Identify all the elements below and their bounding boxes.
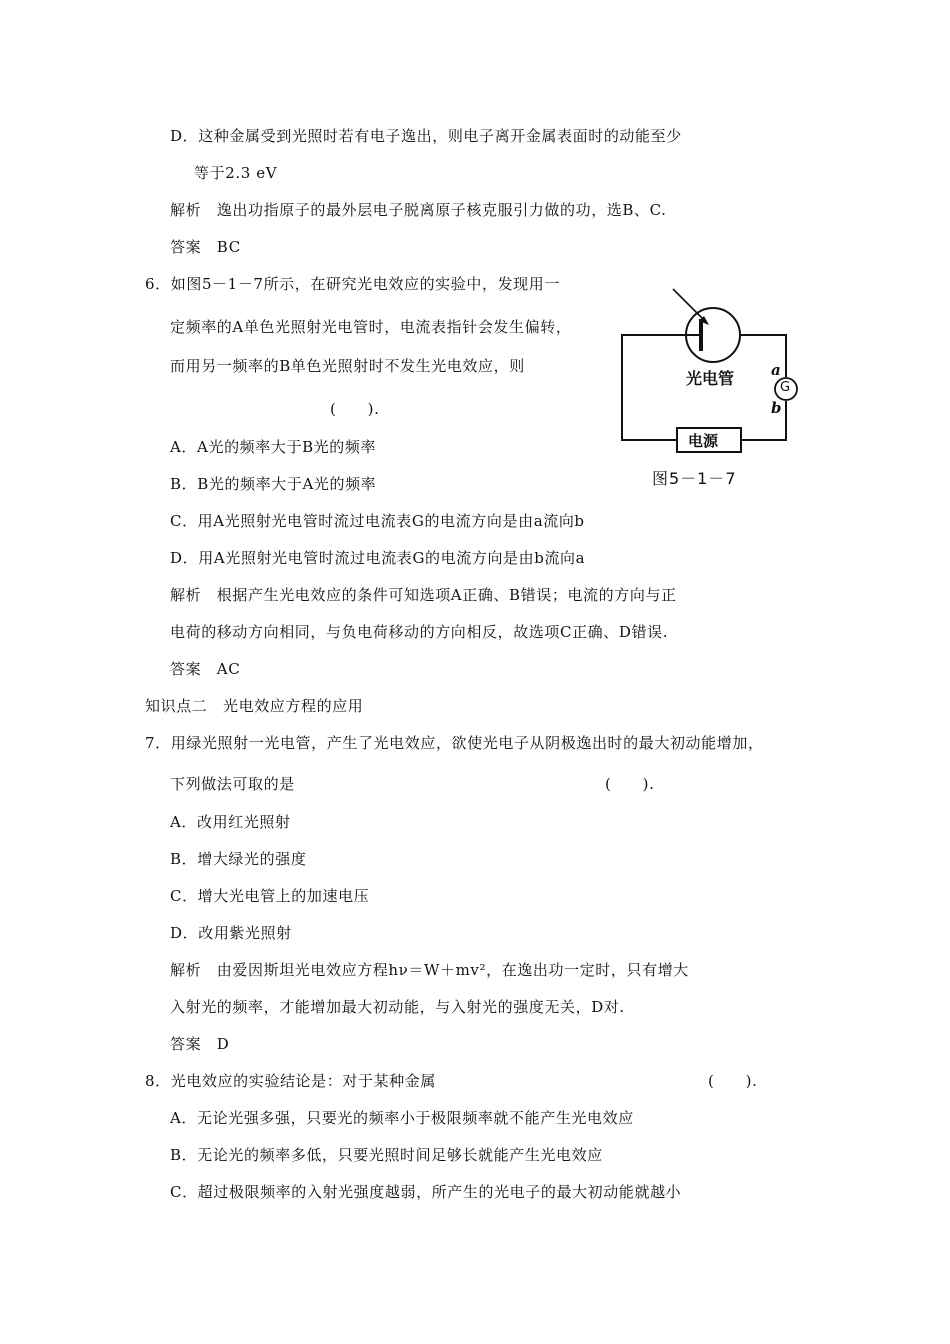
analysis-5: 解析 逸出功指原子的最外层电子脱离原子核克服引力做的功，选B、C. bbox=[170, 201, 667, 219]
analysis-7-line1: 解析 由爱因斯坦光电效应方程hν＝W＋mv²，在逸出功一定时，只有增大 bbox=[170, 961, 689, 979]
phototube-label: 光电管 bbox=[686, 369, 735, 388]
galvanometer-label: G bbox=[780, 380, 791, 395]
answer-5: 答案 BC bbox=[170, 238, 241, 256]
question-6-line3: 而用另一频率的B单色光照射时不发生光电效应，则 bbox=[170, 357, 525, 375]
option-5d-line1: D．这种金属受到光照时若有电子逸出，则电子离开金属表面时的动能至少 bbox=[170, 127, 682, 145]
option-7a: A．改用红光照射 bbox=[170, 813, 291, 831]
answer-7: 答案 D bbox=[170, 1035, 230, 1053]
analysis-6-line1: 解析 根据产生光电效应的条件可知选项A正确、B错误；电流的方向与正 bbox=[170, 586, 677, 604]
question-6-line1: 6．如图5－1－7所示，在研究光电效应的实验中，发现用一 bbox=[145, 275, 560, 293]
option-6b: B．B光的频率大于A光的频率 bbox=[170, 475, 377, 493]
light-arrow bbox=[673, 289, 707, 323]
option-7c: C．增大光电管上的加速电压 bbox=[170, 887, 370, 905]
terminal-b-label: b bbox=[771, 399, 782, 417]
option-8c: C．超过极限频率的入射光强度越弱，所产生的光电子的最大初动能就越小 bbox=[170, 1183, 682, 1201]
option-7d: D．改用紫光照射 bbox=[170, 924, 292, 942]
question-8: 8．光电效应的实验结论是：对于某种金属 bbox=[145, 1072, 436, 1090]
section-heading: 知识点二 光电效应方程的应用 bbox=[145, 697, 364, 715]
option-6a: A．A光的频率大于B光的频率 bbox=[170, 438, 377, 456]
circuit-wire bbox=[622, 335, 686, 440]
option-6c: C．用A光照射光电管时流过电流表G的电流方向是由a流向b bbox=[170, 512, 585, 530]
answer-6: 答案 AC bbox=[170, 660, 241, 678]
question-7-blank: ( ). bbox=[605, 775, 655, 793]
question-6-blank: ( ). bbox=[330, 400, 380, 418]
question-6-line2: 定频率的A单色光照射光电管时，电流表指针会发生偏转， bbox=[170, 318, 572, 336]
option-7b: B．增大绿光的强度 bbox=[170, 850, 307, 868]
analysis-6-line2: 电荷的移动方向相同，与负电荷移动的方向相反，故选项C正确、D错误. bbox=[170, 623, 669, 641]
power-source-label: 电源 bbox=[688, 432, 719, 450]
terminal-a-label: a bbox=[771, 361, 781, 379]
option-6d: D．用A光照射光电管时流过电流表G的电流方向是由b流向a bbox=[170, 549, 586, 567]
analysis-7-line2: 入射光的频率，才能增加最大初动能，与入射光的强度无关，D对. bbox=[170, 998, 625, 1016]
option-8b: B．无论光的频率多低，只要光照时间足够长就能产生光电效应 bbox=[170, 1146, 603, 1164]
option-8a: A．无论光强多强，只要光的频率小于极限频率就不能产生光电效应 bbox=[170, 1109, 634, 1127]
figure-caption: 图5－1－7 bbox=[652, 469, 737, 488]
option-5d-line2: 等于2.3 eV bbox=[194, 164, 278, 182]
question-8-blank: ( ). bbox=[708, 1072, 758, 1090]
question-7-line2: 下列做法可取的是 bbox=[170, 775, 295, 793]
question-7-line1: 7．用绿光照射一光电管，产生了光电效应，欲使光电子从阴极逸出时的最大初动能增加， bbox=[145, 734, 764, 752]
